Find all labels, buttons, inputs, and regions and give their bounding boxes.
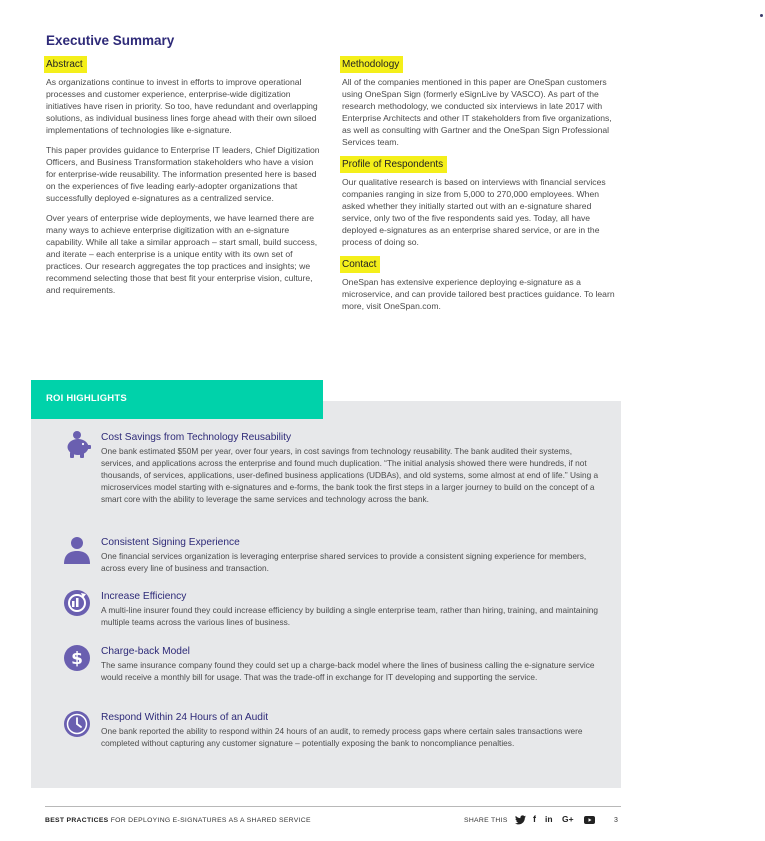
respondents-section	[340, 156, 622, 248]
roi-item-text: The same insurance company found they could set up a charge-back model where the lines of business calling the e-signature service would receive a monthly bill for usage. That was the trade-off in exchange for IT developing and supporting the service.	[101, 660, 595, 682]
roi-item-text: One financial services organization is leveraging enterprise shared services to provide a consistent signing experience for members, across every line of business and transaction.	[101, 551, 587, 573]
clock-icon	[62, 709, 92, 739]
roi-item-title: Respond Within 24 Hours of an Audit	[101, 712, 269, 723]
facebook-icon[interactable]: f	[533, 814, 536, 824]
roi-item-text: A multi-line insurer found they could increase efficiency by building a single enterprise team, rather than hiring, training, and maintaining multiple teams across the various lines of business.	[101, 605, 599, 627]
corner-mark	[760, 14, 763, 17]
respondents-heading: Profile of Respondents	[340, 156, 447, 173]
footer-caption	[45, 817, 311, 824]
methodology-section	[340, 56, 622, 148]
roi-item	[101, 432, 601, 506]
person-icon	[62, 535, 92, 565]
contact-text: OneSpan has extensive experience deploying e-signature as a microservice, and can provide tailored best practices guidance. To learn more, visit OneSpan.com.	[342, 277, 615, 311]
abstract-paragraph: This paper provides guidance to Enterprise IT leaders, Chief Digitization Officers, and Business Transformation stakeholders who have a vision for enterprise-wide reusability. The information presented here is based on the experiences of five leading early-adopter organizations that successfully deployed e-signatures as a centralized service.	[46, 145, 320, 203]
methodology-text: All of the companies mentioned in this paper are OneSpan customers using OneSpan Sign (formerly eSignLive by VASCO). As part of the research methodology, we conducted six interviews in late 2017 with Enterprise Architects and other IT stakeholders from five organizations, as well as consulting with Gartner and the OneSpan Sign Professional Services team.	[342, 77, 612, 147]
footer-caption-bold: BEST PRACTICES	[45, 817, 109, 824]
abstract-section	[44, 56, 324, 296]
svg-text:$: $	[71, 649, 83, 669]
abstract-paragraph: As organizations continue to invest in efforts to improve operational processes and customer experience, enterprise-wide digitization initiatives have risen in priority. So too, have redundant and overlapping solutions, as individual business lines forge ahead with their own siloed implementations of technologies like e-signature.	[46, 77, 318, 135]
contact-section	[340, 256, 622, 312]
methodology-heading: Methodology	[340, 56, 403, 73]
share-label: SHARE THIS	[464, 817, 508, 824]
right-column	[340, 56, 622, 320]
twitter-icon[interactable]	[515, 815, 526, 825]
roi-item-text: One bank reported the ability to respond within 24 hours of an audit, to remedy process gaps where certain sales transactions were completed without capturing any customer signature – potentially exposing the bank to noncompliance penalties.	[101, 726, 583, 748]
left-column	[44, 56, 324, 304]
abstract-heading: Abstract	[44, 56, 87, 73]
page-title: Executive Summary	[46, 33, 175, 48]
roi-item	[101, 712, 601, 750]
youtube-icon[interactable]	[584, 816, 595, 824]
roi-item-title: Consistent Signing Experience	[101, 537, 240, 548]
contact-heading: Contact	[340, 256, 380, 273]
roi-item-title: Charge-back Model	[101, 646, 190, 657]
roi-item-text: One bank estimated $50M per year, over four years, in cost savings from technology reusability. The bank audited their systems, services, and applications across the enterprise and found much duplication. “The initial analysis showed there were hundreds, if not thousands, of services, applications, user-defined business applications (UDBAs), and old systems, some almost at end of life.” Using a microservices model starting with e-signatures and e-forms, the bank took the first steps in a larger journey to build on the concept of a smart core with the ability to leverage the same services and technology across the bank.	[101, 446, 599, 504]
piggy-bank-icon	[62, 429, 92, 459]
respondents-text: Our qualitative research is based on interviews with financial services companies ranging in size from 5,000 to 270,000 employees. When asked whether they initially started out with an e-signature shared service, only two of the five respondents said yes. Today, all have deployed e-signatures as an enterprise shared service, or are in the process of doing so.	[342, 177, 606, 247]
google-plus-icon[interactable]: G+	[562, 814, 574, 824]
page-number: 3	[614, 817, 618, 824]
roi-item	[101, 537, 601, 575]
roi-item-title: Cost Savings from Technology Reusability	[101, 432, 292, 443]
efficiency-icon	[62, 588, 92, 618]
roi-title: ROI HIGHLIGHTS	[46, 393, 127, 404]
footer-divider	[45, 806, 621, 807]
roi-item	[101, 591, 601, 629]
linkedin-icon[interactable]: in	[545, 814, 553, 824]
footer-caption-rest: FOR DEPLOYING E-SIGNATURES AS A SHARED SERVICE	[110, 817, 311, 824]
abstract-paragraph: Over years of enterprise wide deployments, we have learned there are many ways to achieve enterprise digitization with an e-signature capability. While all take a similar approach – start small, build success, and iterate – each enterprise is a unique entity with its own set of practices. Our research aggregates the top practices and insights; we recommend selecting those that best fit your enterprise vision, culture, and requirements.	[46, 213, 318, 295]
dollar-icon	[62, 643, 92, 673]
roi-item-title: Increase Efficiency	[101, 591, 187, 602]
roi-item	[101, 646, 601, 684]
